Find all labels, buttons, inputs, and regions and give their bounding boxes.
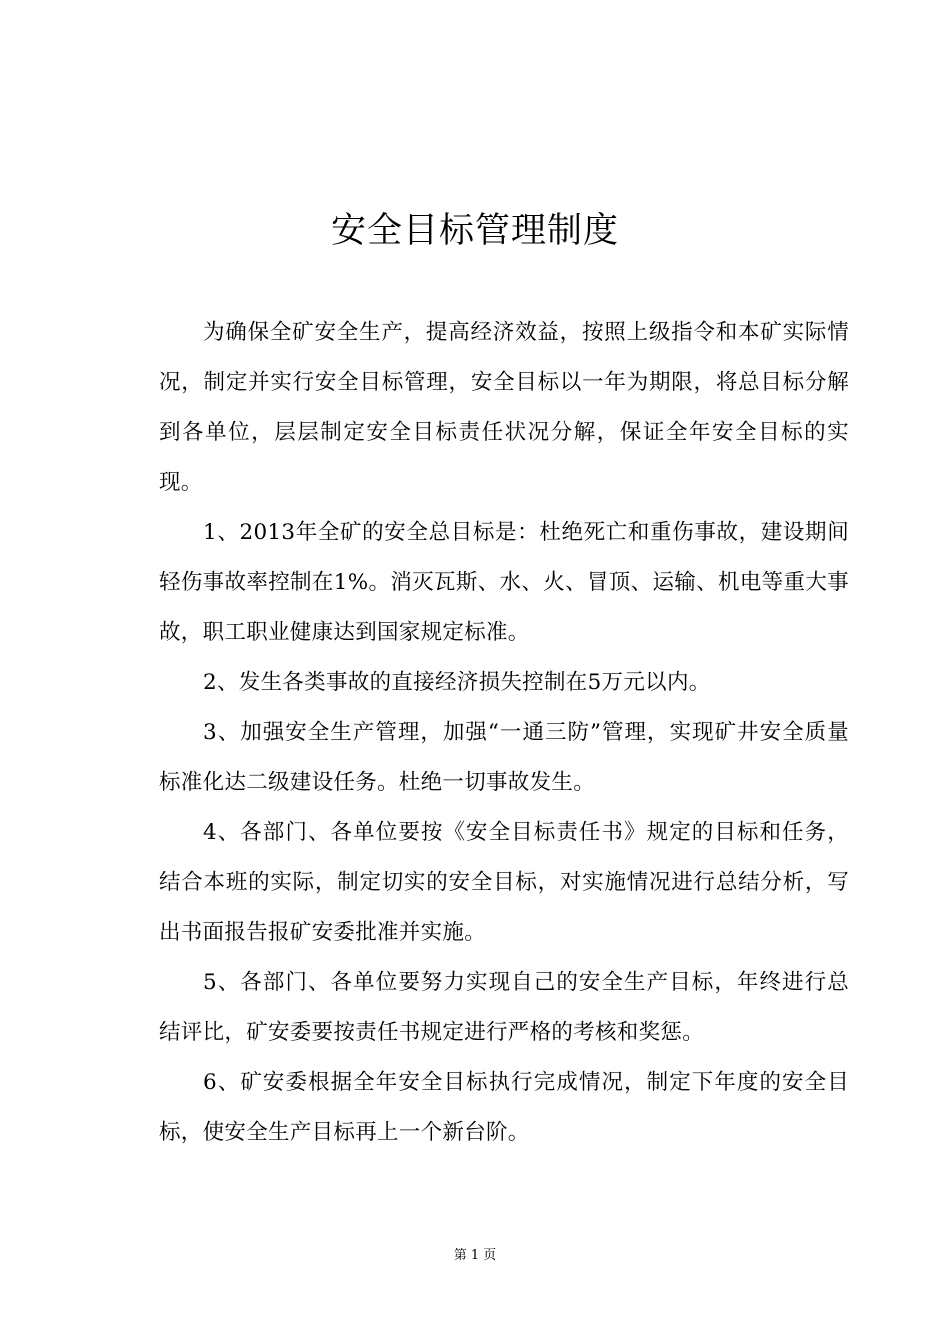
document-body (159, 308, 849, 1158)
clause-2-paragraph: 2、发生各类事故的直接经济损失控制在5万元以内。 (203, 670, 711, 695)
document-title: 安全目标管理制度 (330, 211, 619, 251)
clause-1-paragraph: 1、2013年全矿的安全总目标是：杜绝死亡和重伤事故，建设期间轻伤事故率控制在1%。消灭瓦斯、水、火、冒顶、运输、机电等重大事故，职工职业健康达到国家规定标准。 (159, 520, 849, 645)
clause-5-paragraph: 5、各部门、各单位要努力实现自己的安全生产目标，年终进行总结评比，矿安委要按责任书规定进行严格的考核和奖惩。 (159, 970, 849, 1045)
clause-3-paragraph: 3、加强安全生产管理，加强“一通三防”管理，实现矿井安全质量标准化达二级建设任务。杜绝一切事故发生。 (159, 720, 849, 795)
intro-paragraph: 为确保全矿安全生产，提高经济效益，按照上级指令和本矿实际情况，制定并实行安全目标管理，安全目标以一年为期限，将总目标分解到各单位，层层制定安全目标责任状况分解，保证全年安全目标的实现。 (159, 320, 849, 495)
clause-4-paragraph: 4、各部门、各单位要按《安全目标责任书》规定的目标和任务，结合本班的实际，制定切实的安全目标，对实施情况进行总结分析，写出书面报告报矿安委批准并实施。 (159, 820, 849, 945)
clause-6-paragraph: 6、矿安委根据全年安全目标执行完成情况，制定下年度的安全目标，使安全生产目标再上一个新台阶。 (159, 1070, 849, 1145)
page-number-footer: 第 1 页 (453, 1248, 497, 1263)
